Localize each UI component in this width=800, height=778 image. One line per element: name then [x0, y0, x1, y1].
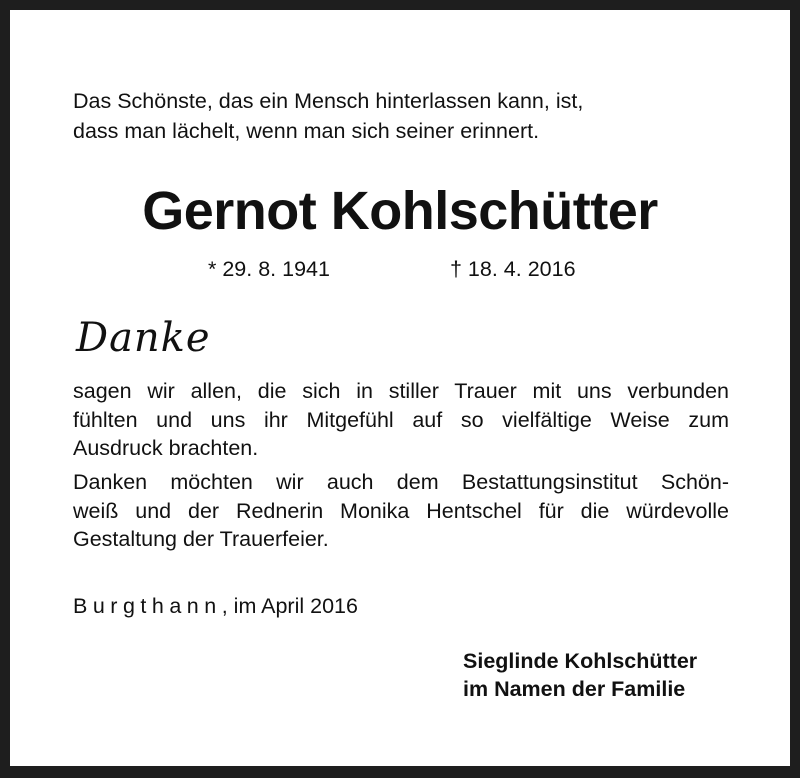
deceased-name: Gernot Kohlschütter [142, 181, 658, 241]
memorial-quote [73, 86, 583, 146]
paragraph-line: sagen wir allen, die sich in stiller Trauer mit uns verbunden [73, 379, 729, 403]
quote-line: Das Schönste, das ein Mensch hinterlassen kann, ist, [73, 89, 584, 113]
paragraph-line: Gestaltung der Trauerfeier. [73, 527, 329, 551]
date-text: , im April 2016 [221, 594, 358, 618]
paragraph-line: fühlten und uns ihr Mitgefühl auf so vielfältige Weise zum [73, 407, 729, 432]
signature-block [463, 647, 697, 703]
death-date: † 18. 4. 2016 [450, 257, 576, 281]
place-date-line [73, 591, 358, 621]
paragraph-line: Danken möchten wir auch dem Bestattungsinstitut Schön- [73, 470, 729, 494]
quote-line: dass man lächelt, wenn man sich seiner erinnert. [73, 119, 540, 143]
town-name: Burgthann [73, 594, 222, 618]
signature-name: Sieglinde Kohlschütter [463, 649, 698, 673]
notice-frame [10, 10, 790, 766]
signature-note: im Namen der Familie [463, 677, 686, 701]
acknowledgement-paragraph [73, 468, 729, 554]
thanks-paragraph [73, 377, 729, 463]
thanks-heading: Danke [76, 315, 211, 361]
birth-date: * 29. 8. 1941 [208, 257, 330, 281]
paragraph-line: Ausdruck brachten. [73, 436, 259, 460]
paragraph-line: weiß und der Rednerin Monika Hentschel für die würdevolle [73, 498, 729, 523]
